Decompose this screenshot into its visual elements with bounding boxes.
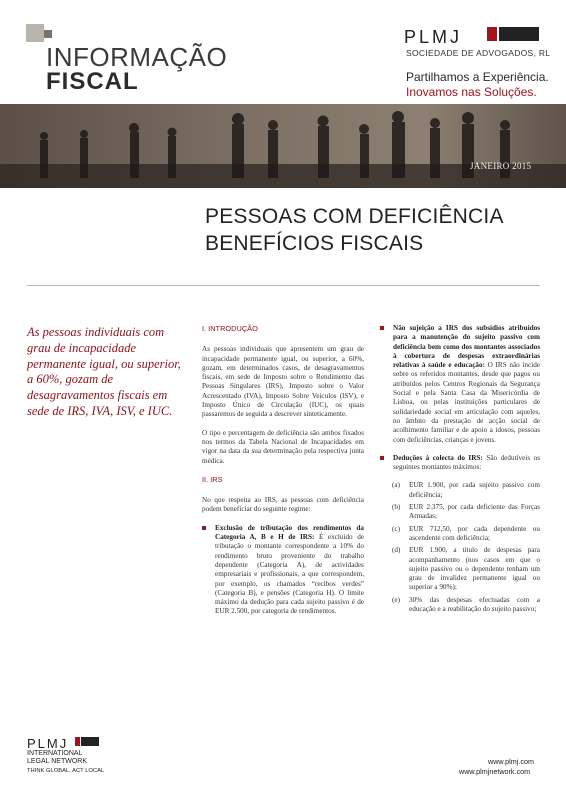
bullet-square-icon <box>380 326 384 330</box>
firm-logo: PLMJ <box>404 27 463 47</box>
list-marker: (a) <box>392 481 400 490</box>
corner-square-decoration-small <box>44 30 52 38</box>
logo-black-bar <box>499 27 539 41</box>
list-item <box>392 546 540 592</box>
section-heading-irs: II. IRS <box>202 474 223 484</box>
paragraph: No que respeita ao IRS, as pessoas com deficiência podem beneficiar do seguinte regime: <box>202 496 364 514</box>
bullet-bold-lead: Deduções à colecta do IRS: <box>393 453 483 462</box>
bullet-bold-lead: Exclusão de tributação dos rendimentos da Categoria A, B e H de IRS: <box>215 523 364 542</box>
list-marker: (d) <box>392 546 401 555</box>
footer-logo-black-bar <box>81 737 99 746</box>
footer-logo-red-bar <box>75 737 80 746</box>
bullet-text: É excluído de tributação o montante correspondente a 10% do rendimento bruto proveniente do trabalho dependente (Categoria A), de actividades empresariais e profissionais, a que correspondem, por exemplo, os chamados “recibos verdes” (Categoria B), e pensões (Categoria H). O limite máximo da dedução para cada sujeito passivo é de EUR 2.500, por categoria de rendimentos. <box>215 533 364 616</box>
text-column-1 <box>202 324 364 626</box>
list-item <box>392 596 540 615</box>
list-item-text: EUR 2.375, por cada deficiente das Forças Armadas; <box>409 503 540 521</box>
newsletter-title-line1: INFORMAÇÃO <box>46 42 228 72</box>
paragraph: As pessoas individuais que apresentem um grau de incapacidade permanente igual, ou superior, a 60%, gozam, em determinados casos, de desagravamentos fiscais, em sede de Imposto sobre o Rendimento das Pessoas Singulares (IRS), Imposto sobre o Valor Acrescentado (IVA), Imposto Sobre Veículos (ISV), e Imposto Único de Circulação (IUC), os quais passaremos de seguida a descrever sinteticamente. <box>202 345 364 419</box>
bullet-square-icon <box>380 456 384 460</box>
issue-date: JANEIRO 2015 <box>470 161 532 171</box>
list-item-text: EUR 712,50, por cada dependente ou ascendente com deficiência; <box>409 524 540 542</box>
list-item <box>392 481 540 500</box>
bullet-item <box>380 324 540 445</box>
bullet-text: São dedutíveis os seguintes montantes máximos: <box>393 453 541 472</box>
list-item-text: 30% das despesas efectuadas com a educação e a reabilitação do sujeito passivo; <box>409 595 540 614</box>
slogan-line2: Inovamos nas Soluções. <box>406 85 537 99</box>
crowd-silhouette-image <box>0 104 566 188</box>
section-heading-introducao: I. INTRODUÇÃO <box>202 324 258 333</box>
footer-tagline: THINK GLOBAL, ACT LOCAL <box>27 768 105 774</box>
section-divider <box>27 285 540 286</box>
document-title-line1: PESSOAS COM DEFICIÊNCIA <box>205 205 504 228</box>
bullet-item <box>380 454 540 473</box>
corner-square-decoration <box>26 24 44 42</box>
list-marker: (c) <box>392 524 400 533</box>
list-item <box>392 525 540 544</box>
bullet-text: O IRS não incide sobre os referidos montantes, desde que pagos ou atribuídos pelos Centros Regionais da Segurança Social e pela Santa Casa da Misericórdia de Lisboa, ou pelas instituições particulares de solidariedade social em articulação com aqueles, no âmbito da prestação de acção social de acolhimento familiar e de apoio a idosos, pessoas com deficiências, crianças e jovens. <box>393 361 540 444</box>
list-marker: (e) <box>392 595 400 604</box>
lead-summary: As pessoas individuais com grau de incapacidade permanente igual, ou superior, a 60%, gozam de desagravamentos fiscais em sede de IRS, IVA, ISV, e IUC. <box>27 325 181 418</box>
slogan-line1: Partilhamos a Experiência. <box>406 70 549 84</box>
footer-logo: PLMJ <box>27 736 69 751</box>
list-item-text: EUR 1.900, a título de despesas para acompanhamento (nos casos em que o sujeito passivo ou o dependente tenham um grau de invalidez permanente igual ou superior a 90%); <box>409 546 540 592</box>
footer-url-link[interactable]: www.plmj.com <box>488 757 534 766</box>
footer-network-line1: INTERNATIONAL <box>27 750 83 757</box>
bullet-square-icon <box>202 526 206 530</box>
footer-network-url-link[interactable]: www.plmjnetwork.com <box>459 767 531 776</box>
header-banner-image <box>0 104 566 188</box>
document-title-line2: BENEFÍCIOS FISCAIS <box>205 232 424 255</box>
list-marker: (b) <box>392 503 401 512</box>
bullet-item <box>202 524 364 617</box>
footer-network-line2: LEGAL NETWORK <box>27 758 88 765</box>
bullet-bold-lead: Não sujeição a IRS dos subsídios atribuídos para a manutenção do sujeito passivo com deficiência bem como dos montantes associados à cobertura de despesas extraordinárias relativas à saúde e educação: <box>393 324 540 370</box>
paragraph: O tipo e percentagem de deficiência são ambos fixados nos termos da Tabela Nacional de Incapacidades em vigor na data da sua determinação pela respectiva junta médica. <box>202 428 364 465</box>
text-column-2 <box>380 324 540 617</box>
list-item-text: EUR 1.900, por cada sujeito passivo com deficiência; <box>409 481 540 499</box>
firm-subtitle: SOCIEDADE DE ADVOGADOS, RL <box>406 48 551 58</box>
list-item <box>392 503 540 522</box>
newsletter-title-line2: FISCAL <box>46 68 139 95</box>
logo-red-bar <box>487 27 497 41</box>
